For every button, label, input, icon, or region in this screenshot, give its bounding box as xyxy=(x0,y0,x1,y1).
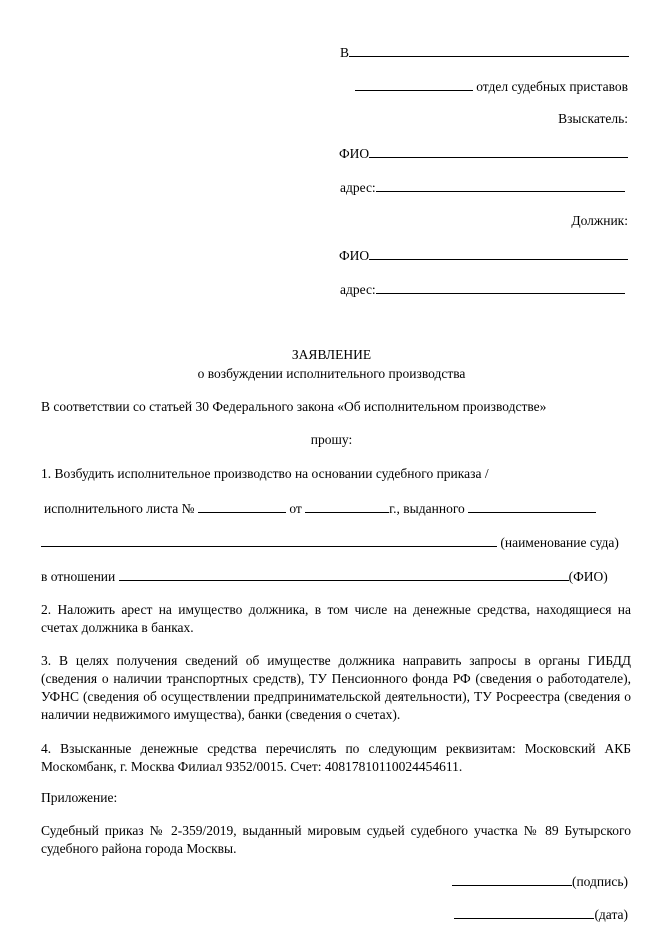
signature-label: (подпись) xyxy=(571,874,628,889)
item1-line4 xyxy=(41,568,608,585)
department-blank[interactable] xyxy=(355,78,473,91)
debtor-name-line xyxy=(339,247,628,264)
document-title: ЗАЯВЛЕНИЕ xyxy=(291,347,372,362)
intro-paragraph: В соответствии со статьей 30 Федерального закона «Об исполнительном производстве» xyxy=(41,399,547,414)
claimant-name-line xyxy=(339,145,628,162)
addressee-blank[interactable] xyxy=(349,44,629,57)
claimant-address-blank[interactable] xyxy=(376,179,625,192)
item4-paragraph: 4. Взысканные денежные средства перечислять по следующим реквизитам: Московский АКБ Москомбанк, г. Москва Филиал 9352/0015. Счет: 40817810110024454611. xyxy=(41,741,631,774)
regarding-label: в отношении xyxy=(41,569,116,584)
date-blank[interactable] xyxy=(454,906,594,919)
signature-blank[interactable] xyxy=(452,873,572,886)
debtor-name-blank[interactable] xyxy=(369,247,628,260)
request-word: прошу: xyxy=(310,432,353,447)
department-line xyxy=(355,78,628,95)
claimant-address-line xyxy=(340,179,625,196)
claimant-heading: Взыскатель: xyxy=(558,111,628,126)
writ-date-from-label: от xyxy=(289,501,302,516)
issuer-blank[interactable] xyxy=(468,500,596,513)
debtor-address-label: адрес: xyxy=(340,282,376,297)
court-name-blank[interactable] xyxy=(41,534,497,547)
item2-paragraph: 2. Наложить арест на имущество должника, в том числе на денежные средства, находящиеся на счетах должника в банках. xyxy=(41,602,631,635)
addressee-line xyxy=(340,44,629,61)
item1-line3 xyxy=(41,534,619,551)
writ-date-blank[interactable] xyxy=(305,500,389,513)
department-label: отдел судебных приставов xyxy=(476,79,628,94)
addressee-prefix: В xyxy=(340,45,350,60)
claimant-name-blank[interactable] xyxy=(369,145,628,158)
date-label: (дата) xyxy=(594,907,628,922)
debtor-fio-label: (ФИО) xyxy=(568,569,608,584)
attachment-heading: Приложение: xyxy=(41,790,118,805)
attachment-paragraph: Судебный приказ № 2-359/2019, выданный мировым судьей судебного участка № 89 Бутырского судебного района города Москвы. xyxy=(41,823,631,856)
signature-line xyxy=(452,873,628,890)
document-subtitle: о возбуждении исполнительного производства xyxy=(197,366,466,381)
writ-issued-label: г., выданного xyxy=(389,501,465,516)
date-line xyxy=(454,906,628,923)
item3-paragraph: 3. В целях получения сведений об имуществе должника направить запросы в органы ГИБДД (сведения о наличии транспортных средств), ТУ Пенсионного фонда РФ (сведения о работодателе), УФНС (сведения об осуществлении предпринимательской деятельности), ТУ Росреестра (сведения о наличии недвижимого имущества), банки (сведения о счетах). xyxy=(41,653,631,722)
writ-number-blank[interactable] xyxy=(198,500,286,513)
debtor-name-label: ФИО xyxy=(339,248,370,263)
item1-line1: 1. Возбудить исполнительное производство на основании судебного приказа / xyxy=(41,466,489,481)
debtor-address-blank[interactable] xyxy=(376,281,625,294)
court-name-label: (наименование суда) xyxy=(500,535,619,550)
item1-line2 xyxy=(44,500,596,517)
debtor-address-line xyxy=(340,281,625,298)
debtor-fio-blank[interactable] xyxy=(119,568,569,581)
writ-number-label: исполнительного листа № xyxy=(44,501,195,516)
debtor-heading: Должник: xyxy=(571,213,628,228)
claimant-address-label: адрес: xyxy=(340,180,376,195)
claimant-name-label: ФИО xyxy=(339,146,370,161)
